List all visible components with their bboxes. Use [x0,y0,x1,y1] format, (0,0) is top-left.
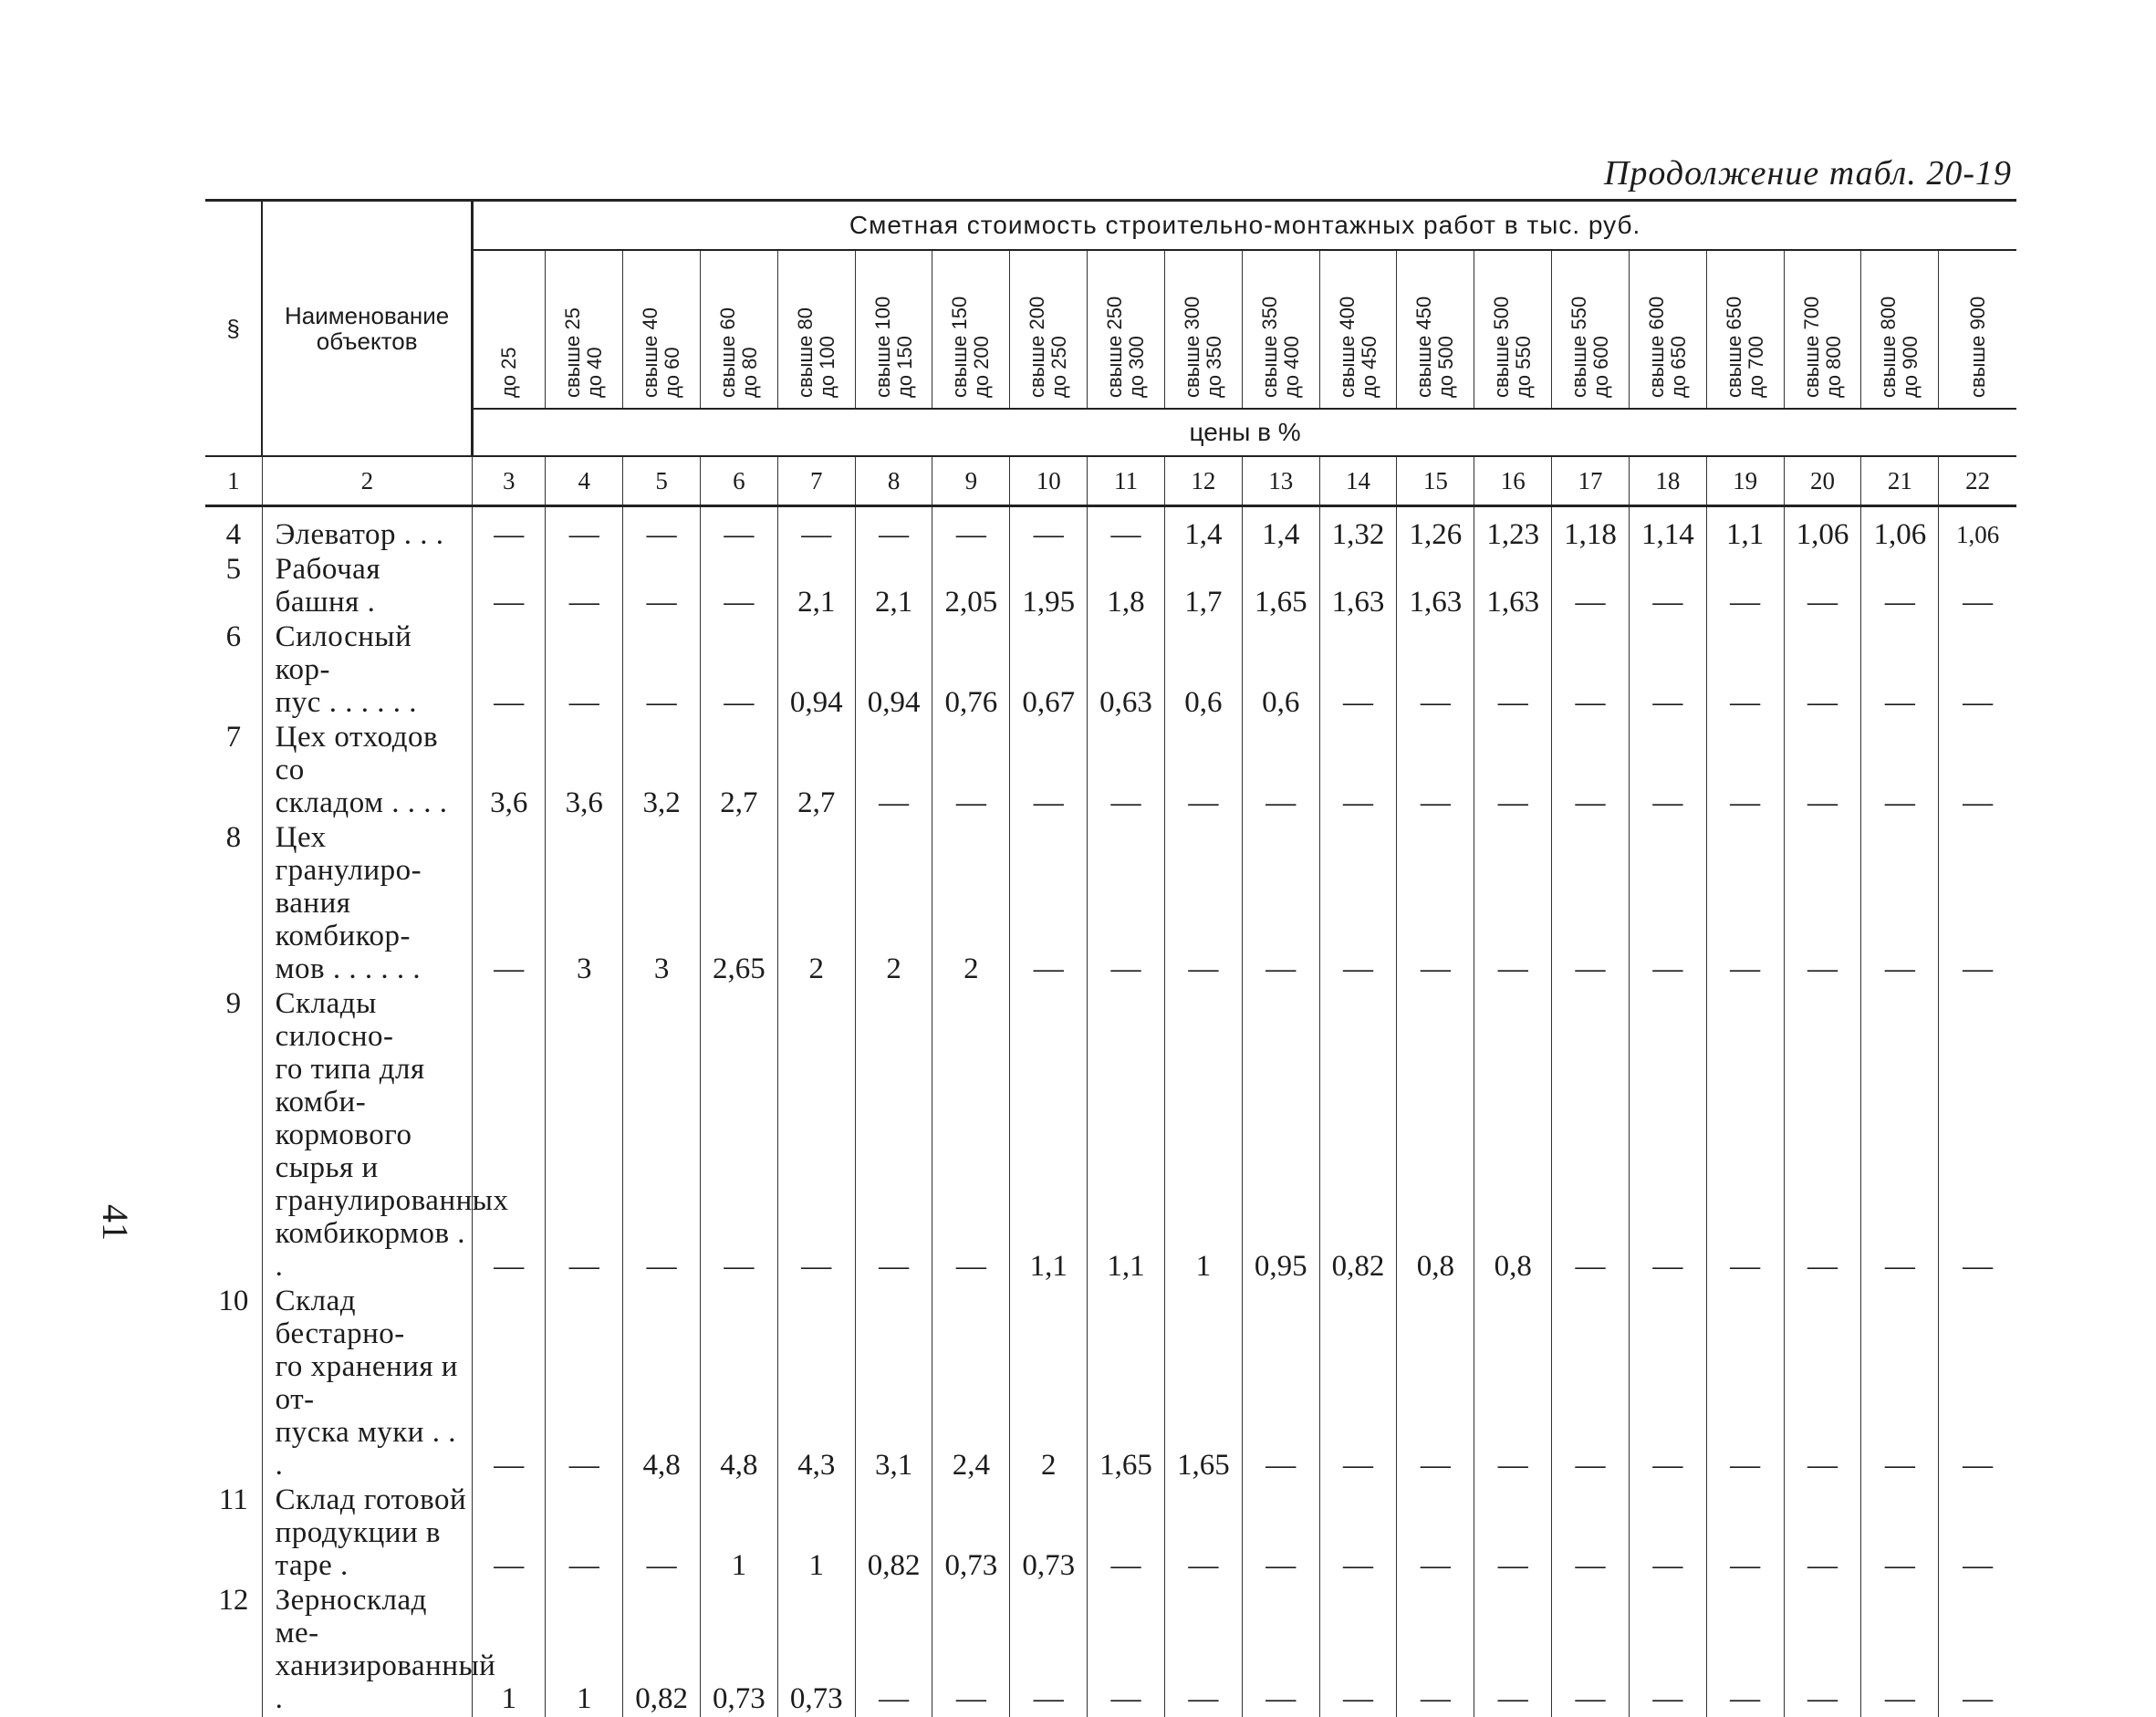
price-cell: — [473,620,546,721]
price-cell: — [1088,518,1165,553]
price-cell: 0,8 [1397,987,1474,1285]
object-name: Склад бестарно- го хранения и от- пуска муки . . . [262,1285,473,1483]
price-cell: — [1474,1285,1552,1483]
price-cell: 2 [855,821,932,987]
section-number: 6 [205,620,262,721]
range-label: свыше 100 до 150 [870,296,916,398]
price-cell: — [855,987,932,1285]
range-header [473,250,546,409]
column-number: 5 [623,456,701,506]
price-cell: — [701,987,778,1285]
table-row [205,553,2016,620]
price-cell: — [932,987,1010,1285]
price-cell: 1,1 [1010,987,1088,1285]
range-header [1242,250,1319,409]
price-cell: — [1784,1584,1861,1717]
price-cell: — [701,620,778,721]
column-number: 16 [1474,456,1552,506]
price-cell: — [1010,821,1088,987]
price-cell: — [1706,620,1784,721]
range-label: свыше 300 до 350 [1180,296,1225,398]
price-cell: — [1861,1285,1939,1483]
price-cell: — [1552,987,1630,1285]
price-cell: — [1629,721,1706,821]
object-name: Цех гранулиро- вания комбикор- мов . . . . . . [262,821,473,987]
price-cell: 1 [473,1584,546,1717]
price-cell: 3,6 [546,721,623,821]
price-cell: 1 [546,1584,623,1717]
price-cell: 1,8 [1088,553,1165,620]
section-number: 9 [205,987,262,1285]
column-number: 15 [1397,456,1474,506]
price-cell: — [1784,553,1861,620]
price-cell: — [1474,1483,1552,1584]
column-number: 22 [1939,456,2016,506]
section-number: 11 [205,1483,262,1584]
price-cell: — [1164,721,1242,821]
price-cell: — [1552,821,1630,987]
price-cell: — [1474,821,1552,987]
price-cell: 2 [1010,1285,1088,1483]
price-cell: — [1629,1483,1706,1584]
price-cell: 1,06 [1784,518,1861,553]
table-row [205,518,2016,553]
price-cell: — [1861,553,1939,620]
range-header [1164,250,1242,409]
price-cell: — [1784,821,1861,987]
price-cell: — [1963,786,1994,819]
range-header [932,250,1010,409]
price-cell: — [1319,721,1397,821]
price-cell: — [1629,620,1706,721]
price-cell: 2 [777,821,855,987]
range-label: свыше 550 до 600 [1568,296,1613,398]
price-cell: 1,18 [1552,518,1630,553]
price-cell: — [623,1483,701,1584]
object-name: Рабочая башня . [262,553,473,620]
column-number: 13 [1242,456,1319,506]
price-cell: — [1242,1483,1319,1584]
range-header [855,250,932,409]
price-cell: 3 [623,821,701,987]
price-cell: — [1397,620,1474,721]
price-cell: — [1706,1483,1784,1584]
price-cell: — [1164,1483,1242,1584]
price-cell: 0,95 [1242,987,1319,1285]
price-cell: — [1242,1285,1319,1483]
section-number: 12 [205,1584,262,1717]
price-cell: 1,65 [1164,1285,1242,1483]
table-row [205,1285,2016,1483]
price-cell: — [855,721,932,821]
price-cell: 1,1 [1706,518,1784,553]
price-cell: — [546,518,623,553]
price-cell: — [1963,952,1994,985]
price-cell: — [1552,553,1630,620]
range-label: свыше 350 до 400 [1257,296,1303,398]
price-cell: 4,8 [701,1285,778,1483]
price-cell: 1,7 [1164,553,1242,620]
price-cell: — [1397,1285,1474,1483]
range-header [546,250,623,409]
table-row [205,721,2016,821]
price-cell: — [473,1285,546,1483]
price-cell: — [1629,821,1706,987]
table-row [205,620,2016,721]
price-cell: — [1963,1549,1994,1582]
column-number: 17 [1552,456,1630,506]
range-label: свыше 900 [1965,296,1989,398]
range-label: до 25 [497,347,521,398]
price-cell: — [932,1584,1010,1717]
price-cell: — [1629,1584,1706,1717]
price-cell: — [1784,987,1861,1285]
price-cell: 2,05 [932,553,1010,620]
cost-table [205,199,2016,1717]
price-cell: — [777,987,855,1285]
price-cell: — [1552,1483,1630,1584]
price-cell: 1,23 [1474,518,1552,553]
price-cell: 0,82 [855,1483,932,1584]
price-cell: — [1861,987,1939,1285]
price-cell: — [1963,686,1994,719]
price-cell: — [1242,721,1319,821]
range-header [1397,250,1474,409]
column-number: 3 [473,456,546,506]
object-name: Склады силосно- го типа для комби- кормового сырья и гранулированных комбикормов . . [262,987,473,1285]
object-name: Зерносклад ме- ханизированный . [262,1584,473,1717]
price-cell: — [1706,721,1784,821]
range-header [1010,250,1088,409]
range-label: свыше 400 до 450 [1335,296,1380,398]
range-label: свыше 80 до 100 [793,307,838,398]
price-cell: — [1861,1584,1939,1717]
price-cell: — [1629,553,1706,620]
price-cell: — [473,1483,546,1584]
range-label: свыше 700 до 800 [1799,296,1845,398]
table-row [205,987,2016,1285]
price-cell: — [1474,721,1552,821]
column-number: 4 [546,456,623,506]
range-header [777,250,855,409]
price-cell: 2,65 [701,821,778,987]
price-cell: 1,63 [1474,553,1552,620]
price-cell: — [1474,620,1552,721]
price-cell: — [1010,721,1088,821]
price-cell: 0,6 [1242,620,1319,721]
price-cell: — [1629,987,1706,1285]
price-cell: — [1706,1584,1784,1717]
price-cell: — [1784,1285,1861,1483]
price-cell: — [473,518,546,553]
range-label: свыше 500 до 550 [1490,296,1536,398]
price-cell: — [1319,821,1397,987]
price-cell: — [1706,987,1784,1285]
price-cell: 0,82 [623,1584,701,1717]
object-name: Силосный кор- пус . . . . . . [262,620,473,721]
range-header [1861,250,1939,409]
price-cell: — [1397,721,1474,821]
price-cell: — [1088,1584,1165,1717]
price-cell: 1,65 [1088,1285,1165,1483]
price-cell: — [1706,821,1784,987]
price-cell: — [1552,620,1630,721]
price-cell: — [1319,620,1397,721]
price-cell: 0,73 [932,1483,1010,1584]
price-cell: 2 [932,821,1010,987]
price-cell: — [1164,821,1242,987]
price-cell: — [1242,1584,1319,1717]
price-cell: — [701,518,778,553]
price-cell: — [1784,1483,1861,1584]
price-cell: — [1088,721,1165,821]
range-label: свыше 250 до 300 [1103,296,1149,398]
price-cell: 2,7 [777,721,855,821]
range-header [701,250,778,409]
price-cell: — [546,553,623,620]
price-cell: — [1963,1250,1994,1283]
price-cell: 1 [1164,987,1242,1285]
price-cell: 1,06 [1956,521,2000,548]
price-cell: — [701,553,778,620]
price-cell: — [546,1285,623,1483]
price-cell: 1,26 [1397,518,1474,553]
object-name: Элеватор . . . [262,518,473,553]
price-cell: 1,1 [1088,987,1165,1285]
price-cell: 1,06 [1861,518,1939,553]
price-cell: — [932,518,1010,553]
price-cell: 0,73 [1010,1483,1088,1584]
table-caption: Продолжение табл. 20-19 [1603,154,2012,193]
range-label: свыше 60 до 80 [715,307,761,398]
range-header [1939,250,2016,409]
price-cell: — [932,721,1010,821]
column-number: 9 [932,456,1010,506]
section-number: 4 [205,518,262,553]
price-cell: 4,3 [777,1285,855,1483]
column-number: 7 [777,456,855,506]
range-label: свыше 450 до 500 [1412,296,1458,398]
column-number: 19 [1706,456,1784,506]
column-number: 8 [855,456,932,506]
price-cell: 0,76 [932,620,1010,721]
column-number: 14 [1319,456,1397,506]
price-cell: — [1552,1285,1630,1483]
price-cell: — [473,821,546,987]
column-number: 10 [1010,456,1088,506]
price-cell: 0,8 [1474,987,1552,1285]
column-number: 6 [701,456,778,506]
price-cell: 1,65 [1242,553,1319,620]
column-number: 11 [1088,456,1165,506]
price-cell: — [1861,821,1939,987]
price-cell: 3 [546,821,623,987]
table-row [205,1584,2016,1717]
column-number: 12 [1164,456,1242,506]
price-cell: 2,4 [932,1285,1010,1483]
price-cell: — [1552,1584,1630,1717]
price-cell: — [1706,553,1784,620]
price-cell: — [1010,518,1088,553]
price-cell: — [1963,1682,1994,1715]
price-cell: 0,82 [1319,987,1397,1285]
page-number: 41 [95,1204,136,1241]
units-header: цены в % [473,409,2016,456]
column-number: 2 [262,456,473,506]
price-cell: — [1861,721,1939,821]
price-cell: — [473,553,546,620]
price-cell: — [546,620,623,721]
price-cell: — [1784,620,1861,721]
column-number: 21 [1861,456,1939,506]
price-cell: — [855,518,932,553]
price-cell: 1,63 [1319,553,1397,620]
price-cell: 0,67 [1010,620,1088,721]
price-cell: 2,1 [855,553,932,620]
price-cell: — [1397,1584,1474,1717]
range-header [1784,250,1861,409]
price-cell: 2,1 [777,553,855,620]
price-cell: — [1088,1483,1165,1584]
column-number: 1 [205,456,262,506]
column-number: 20 [1784,456,1861,506]
price-cell: — [1319,1285,1397,1483]
price-cell: — [1397,1483,1474,1584]
object-name: Цех отходов со складом . . . . [262,721,473,821]
price-cell: 0,94 [777,620,855,721]
price-cell: — [623,620,701,721]
price-cell: — [1474,1584,1552,1717]
price-cell: 1,95 [1010,553,1088,620]
price-cell: 0,73 [701,1584,778,1717]
cost-super-header: Сметная стоимость строительно-монтажных работ в тыс. руб. [473,201,2016,251]
table-row [205,821,2016,987]
range-label: свыше 150 до 200 [948,296,994,398]
range-header [1706,250,1784,409]
price-cell: 4,8 [623,1285,701,1483]
price-cell: — [546,987,623,1285]
price-cell: 1 [701,1483,778,1584]
price-cell: 1,32 [1319,518,1397,553]
price-cell: — [1706,1285,1784,1483]
price-cell: — [1963,586,1994,619]
price-cell: — [1010,1584,1088,1717]
price-cell: 3,6 [473,721,546,821]
price-cell: — [623,518,701,553]
price-cell: — [1242,821,1319,987]
range-label: свыше 650 до 700 [1722,296,1767,398]
range-label: свыше 600 до 650 [1644,296,1690,398]
range-label: свыше 200 до 250 [1026,296,1071,398]
table-row [205,1483,2016,1584]
price-cell: 1 [777,1483,855,1584]
object-name: Склад готовой продукции в таре . [262,1483,473,1584]
range-label: свыше 800 до 900 [1877,296,1922,398]
price-cell: 1,4 [1242,518,1319,553]
section-number: 10 [205,1285,262,1483]
price-cell: — [1861,620,1939,721]
price-cell: — [473,987,546,1285]
range-label: свыше 40 до 60 [639,307,684,398]
price-cell: — [1164,1584,1242,1717]
price-cell: 1,4 [1164,518,1242,553]
price-cell: — [1319,1483,1397,1584]
price-cell: — [1861,1483,1939,1584]
price-cell: 3,1 [855,1285,932,1483]
section-header: § [205,201,262,457]
range-header [1088,250,1165,409]
price-cell: 1,63 [1397,553,1474,620]
price-cell: — [1088,821,1165,987]
section-number: 8 [205,821,262,987]
price-cell: — [1629,1285,1706,1483]
section-number: 7 [205,721,262,821]
range-header [623,250,701,409]
price-cell: — [1784,721,1861,821]
price-cell: 1,14 [1629,518,1706,553]
column-number: 18 [1629,456,1706,506]
price-cell: 0,73 [777,1584,855,1717]
price-cell: 0,6 [1164,620,1242,721]
price-cell: — [1963,1449,1994,1482]
price-cell: — [623,987,701,1285]
price-cell: 2,7 [701,721,778,821]
price-cell: — [546,1483,623,1584]
price-cell: — [1319,1584,1397,1717]
price-cell: — [777,518,855,553]
price-cell: 3,2 [623,721,701,821]
price-cell: — [1397,821,1474,987]
range-header [1629,250,1706,409]
price-cell: 0,63 [1088,620,1165,721]
price-cell: — [623,553,701,620]
price-cell: — [1552,721,1630,821]
name-header: Наименование объектов [262,201,473,457]
price-cell: — [855,1584,932,1717]
range-header [1474,250,1552,409]
section-number: 5 [205,553,262,620]
price-cell: 0,94 [855,620,932,721]
range-header [1552,250,1630,409]
range-header [1319,250,1397,409]
range-label: свыше 25 до 40 [561,307,607,398]
